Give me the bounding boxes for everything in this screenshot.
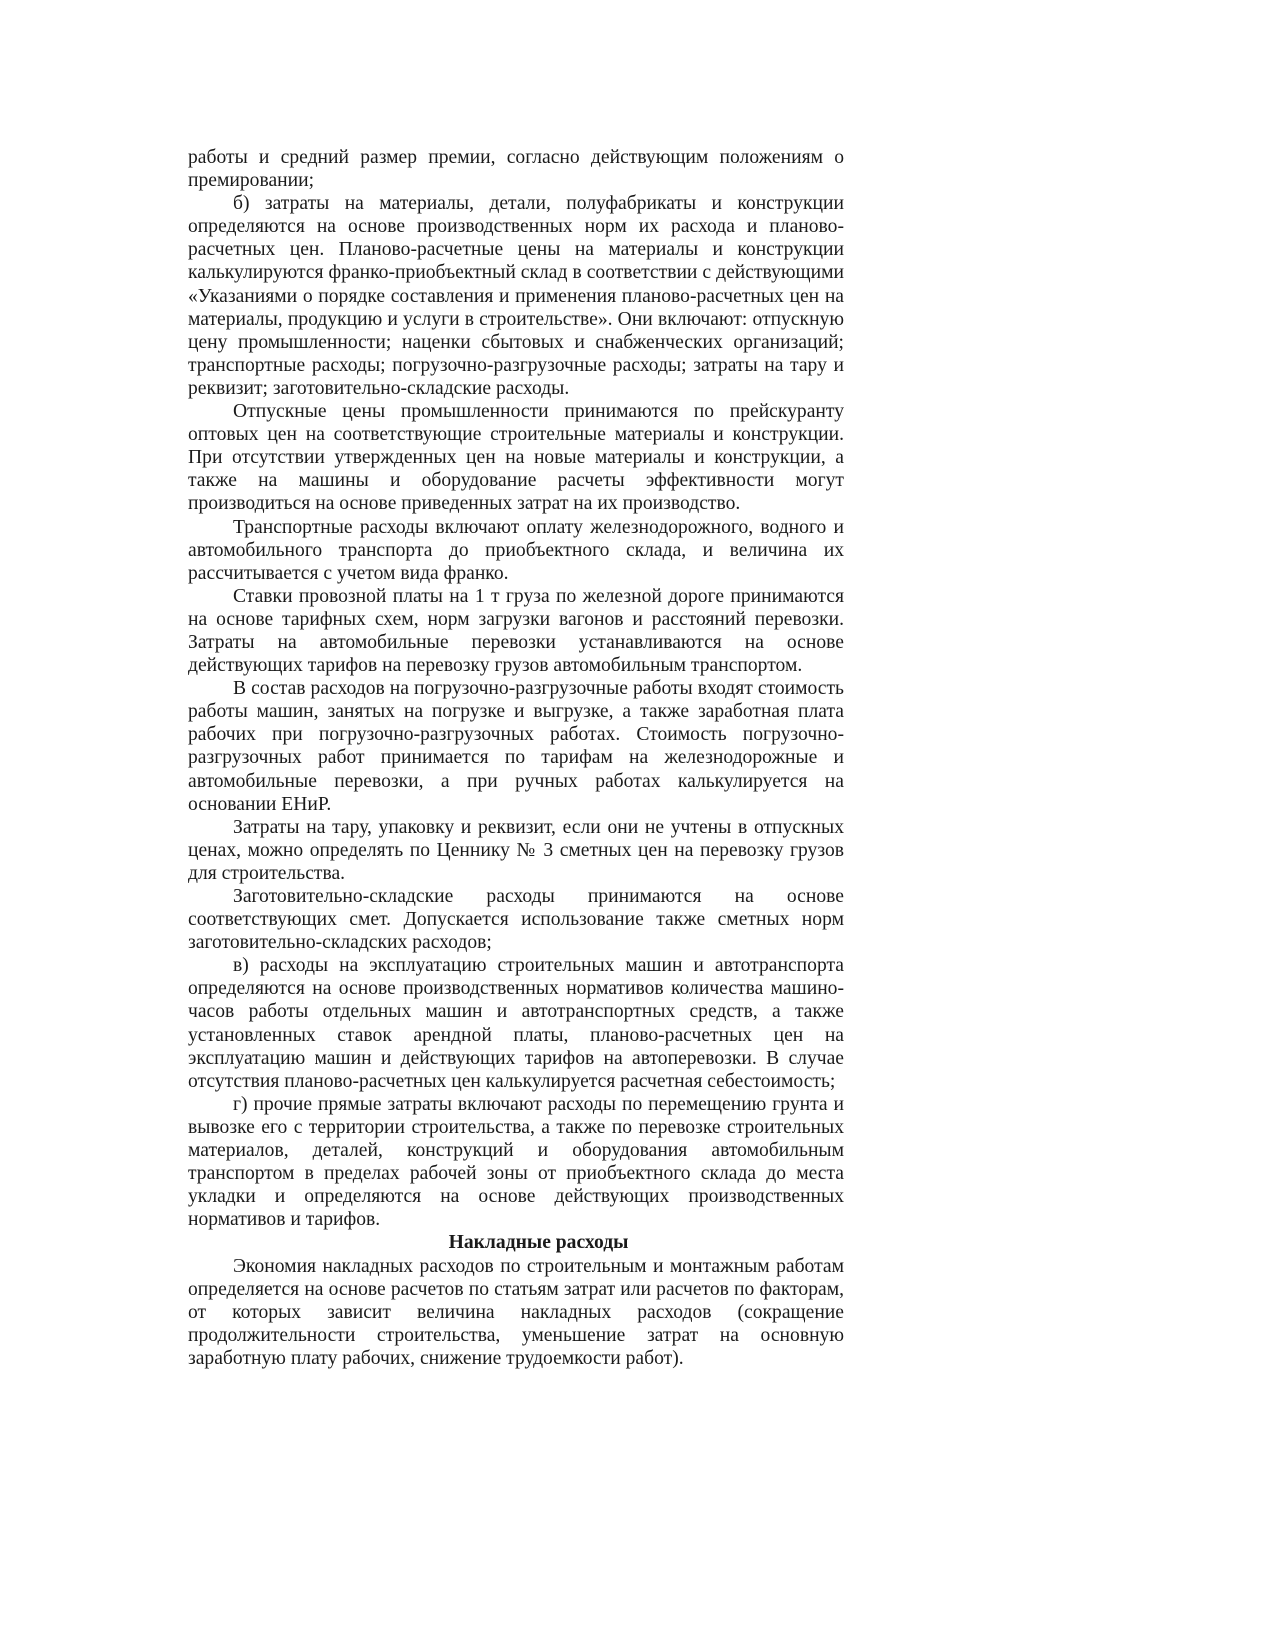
- document-body: [188, 146, 844, 1370]
- paragraph: б) затраты на материалы, детали, полуфабрикаты и конструкции определяются на основе производственных норм их расхода и планово-расчетных цен. Планово-расчетные цены на материалы и конструкции калькулируются франко-приобъектный склад в соответствии с действующими «Указаниями о порядке составления и применения планово-расчетных цен на материалы, продукцию и услуги в строительстве». Они включают: отпускную цену промышленности; наценки сбытовых и снабженческих организаций; транспортные расходы; погрузочно-разгрузочные расходы; затраты на тару и реквизит; заготовительно-складские расходы.: [188, 193, 844, 399]
- paragraph: Транспортные расходы включают оплату железнодорожного, водного и автомобильного транспорта до приобъектного склада, и величина их рассчитывается с учетом вида франко.: [188, 516, 844, 584]
- section-heading: Накладные расходы: [448, 1232, 629, 1254]
- paragraph: г) прочие прямые затраты включают расходы по перемещению грунта и вывозке его с территории строительства, а также по перевозке строительных материалов, деталей, конструкций и оборудования автомобильным транспортом в пределах рабочей зоны от приобъектного склада до места укладки и определяются на основе действующих производственных нормативов и тарифов.: [188, 1093, 844, 1231]
- paragraph: Экономия накладных расходов по строительным и монтажным работам определяется на основе расчетов по статьям затрат или расчетов по факторам, от которых зависит величина накладных расходов (сокращение продолжительности строительства, уменьшение затрат на основную заработную плату рабочих, снижение трудоемкости работ).: [188, 1255, 844, 1369]
- paragraph: работы и средний размер премии, согласно действующим положениям о премировании;: [188, 147, 844, 192]
- paragraph: В состав расходов на погрузочно-разгрузочные работы входят стоимость работы машин, занятых на погрузке и выгрузке, а также заработная плата рабочих при погрузочно-разгрузочных работах. Стоимость погрузочно-разгрузочных работ принимается по тарифам на железнодорожные и автомобильные перевозки, а при ручных работах калькулируется на основании ЕНиР.: [188, 678, 844, 815]
- paragraph: Отпускные цены промышленности принимаются по прейскуранту оптовых цен на соответствующие строительные материалы и конструкции. При отсутствии утвержденных цен на новые материалы и конструкции, а также на машины и оборудование расчеты эффективности могут производиться на основе приведенных затрат на их производство.: [188, 401, 844, 515]
- paragraph: Заготовительно-складские расходы принимаются на основе соответствующих смет. Допускается использование также сметных норм заготовительно-складских расходов;: [188, 886, 844, 954]
- paragraph: в) расходы на эксплуатацию строительных машин и автотранспорта определяются на основе производственных нормативов количества машино-часов работы отдельных машин и автотранспортных средств, а также установленных ставок арендной платы, планово-расчетных цен на эксплуатацию машин и действующих тарифов на автоперевозки. В случае отсутствия планово-расчетных цен калькулируется расчетная себестоимость;: [188, 955, 844, 1092]
- paragraph: Затраты на тару, упаковку и реквизит, если они не учтены в отпускных ценах, можно определять по Ценнику № 3 сметных цен на перевозку грузов для строительства.: [188, 816, 844, 884]
- paragraph: Ставки провозной платы на 1 т груза по железной дороге принимаются на основе тарифных схем, норм загрузки вагонов и расстояний перевозки. Затраты на автомобильные перевозки устанавливаются на основе действующих тарифов на перевозку грузов автомобильным транспортом.: [188, 585, 844, 677]
